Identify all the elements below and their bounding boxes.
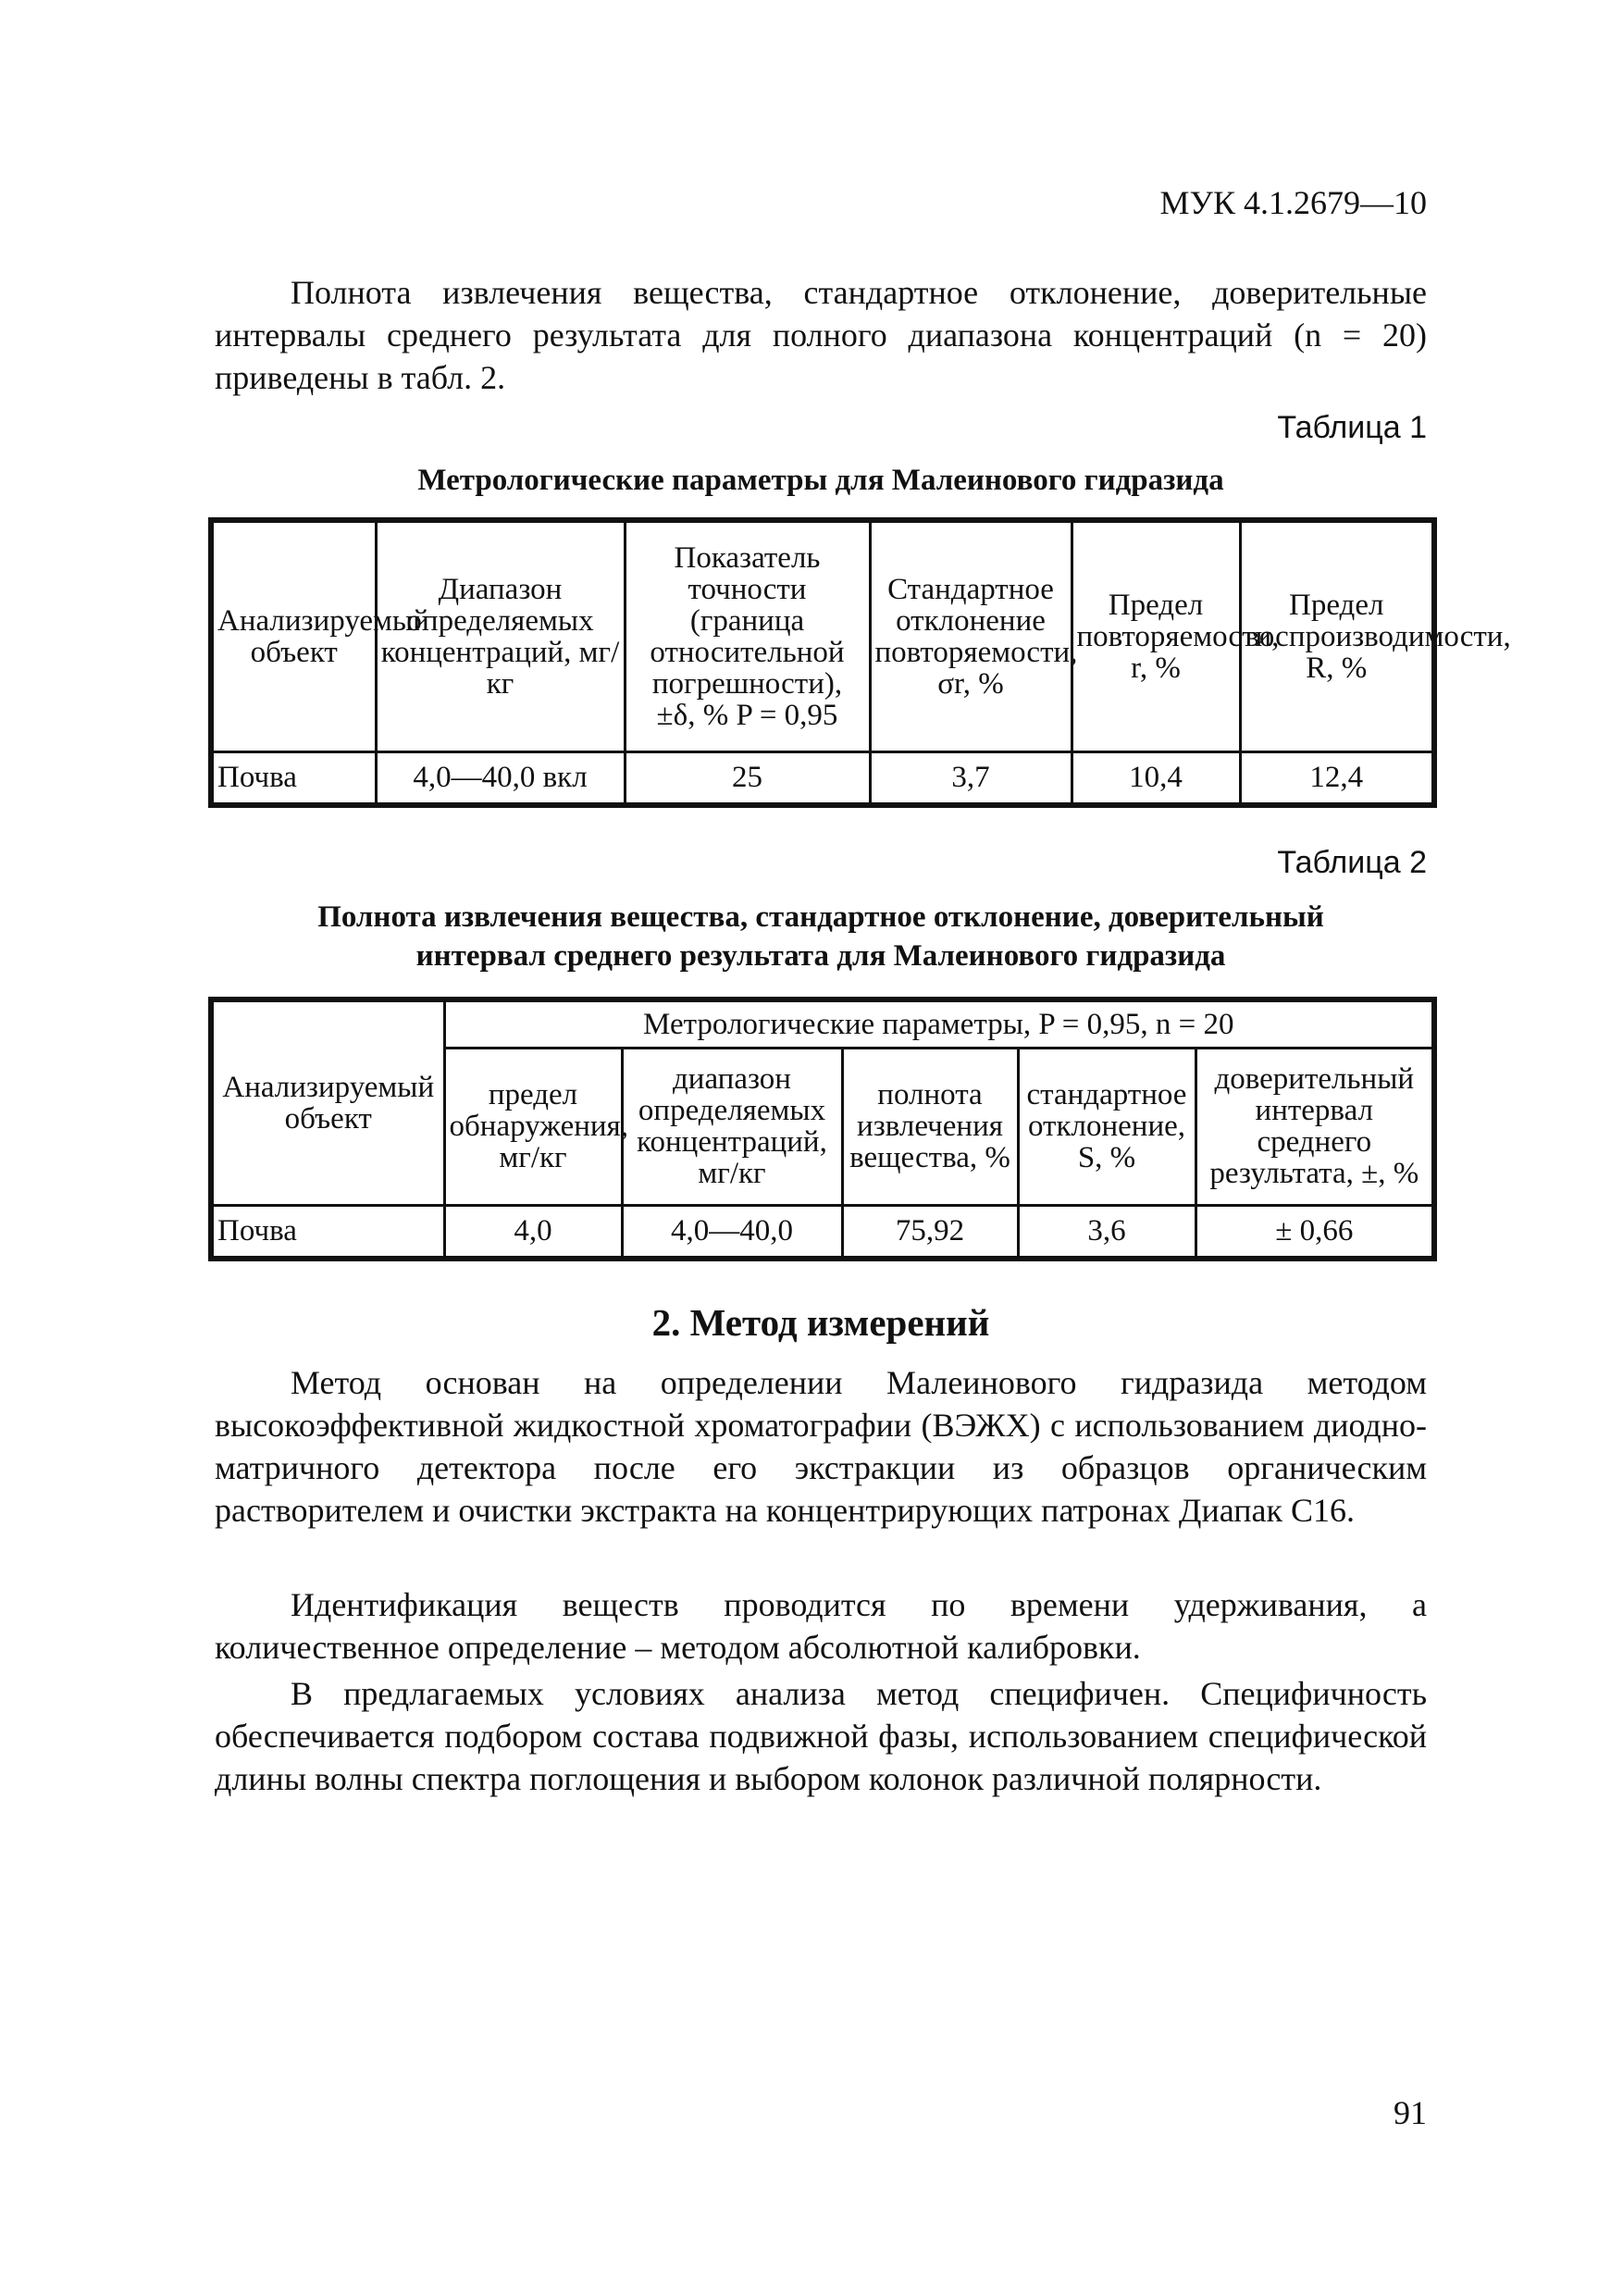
table1-header-cell: Показатель точности (граница относительной погрешности), ±δ, % P = 0,95 — [625, 520, 870, 751]
table1-cell: 12,4 — [1240, 751, 1434, 805]
table2-title-line: Полнота извлечения вещества, стандартное отклонение, доверительный — [317, 900, 1324, 934]
table2-cell: 4,0—40,0 — [622, 1205, 842, 1259]
identification-paragraph: Идентификация веществ проводится по времени удерживания, а количественное определение – методом абсолютной калибровки. — [215, 1586, 1427, 1666]
table-row — [211, 751, 1434, 805]
table1-header-cell: Анализируемый объект — [211, 520, 376, 751]
table2-header-cell: предел обнаружения, мг/кг — [444, 1048, 622, 1205]
method-paragraph: Метод основан на определении Малеинового гидразида методом высокоэффективной жидкостной хроматографии (ВЭЖХ) с использованием диодно-матричного детектора после его экстракции из образцов органическим растворителем и очистки экстракта на концентрирующих патронах Диапак С16. — [215, 1364, 1427, 1529]
intro-paragraph: Полнота извлечения вещества, стандартное отклонение, доверительные интервалы среднего результата для полного диапазона концентраций (n = 20) приведены в табл. 2. — [215, 274, 1427, 396]
table2-header-cell: полнота извлечения вещества, % — [842, 1048, 1018, 1205]
table1-cell: Почва — [211, 751, 376, 805]
table2-header-cell: доверительный интервал среднего результата, ±, % — [1196, 1048, 1434, 1205]
table1-cell: 10,4 — [1072, 751, 1240, 805]
table2-group-row — [211, 999, 1434, 1048]
table2-cell: 75,92 — [842, 1205, 1018, 1259]
table1-cell: 25 — [625, 751, 870, 805]
table-row — [211, 1205, 1434, 1259]
table2-cell: ± 0,66 — [1196, 1205, 1434, 1259]
table1-label: Таблица 1 — [1277, 410, 1427, 445]
table2-object-header: Анализируемый объект — [211, 999, 444, 1205]
table1-header-cell: Стандартное отклонение повторяемости, σr, % — [870, 520, 1072, 751]
table1-cell: 3,7 — [870, 751, 1072, 805]
table1-cell: 4,0—40,0 вкл — [376, 751, 625, 805]
section-title: 2. Метод измерений — [651, 1301, 990, 1344]
table1-header-cell: Диапазон определяемых концентраций, мг/кг — [376, 520, 625, 751]
table1-header-cell: Предел повторяемости, r, % — [1072, 520, 1240, 751]
table2-title — [215, 898, 1427, 975]
table2-label: Таблица 2 — [1277, 845, 1427, 880]
table2 — [208, 997, 1437, 1261]
table2-cell: 3,6 — [1018, 1205, 1196, 1259]
document-header: МУК 4.1.2679—10 — [1159, 184, 1427, 221]
table2-header-cell: стандартное отклонение, S, % — [1018, 1048, 1196, 1205]
table2-group-header: Метрологические параметры, P = 0,95, n = 20 — [444, 999, 1434, 1048]
table1-title: Метрологические параметры для Малеинового гидразида — [417, 464, 1224, 497]
table1 — [208, 517, 1511, 808]
table2-title-line: интервал среднего результата для Малеинового гидразида — [415, 939, 1226, 973]
specificity-paragraph: В предлагаемых условиях анализа метод специфичен. Специфичность обеспечивается подбором состава подвижной фазы, использованием специфической длины волны спектра поглощения и выбором колонок различной полярности. — [215, 1675, 1427, 1797]
table1-header-row — [211, 520, 1434, 751]
page-number: 91 — [1394, 2094, 1427, 2131]
table2-cell: Почва — [211, 1205, 444, 1259]
table2-header-cell: диапазон определяемых концентраций, мг/кг — [622, 1048, 842, 1205]
table2-cell: 4,0 — [444, 1205, 622, 1259]
table1-header-cell: Предел воспроизводимости, R, % — [1240, 520, 1434, 751]
